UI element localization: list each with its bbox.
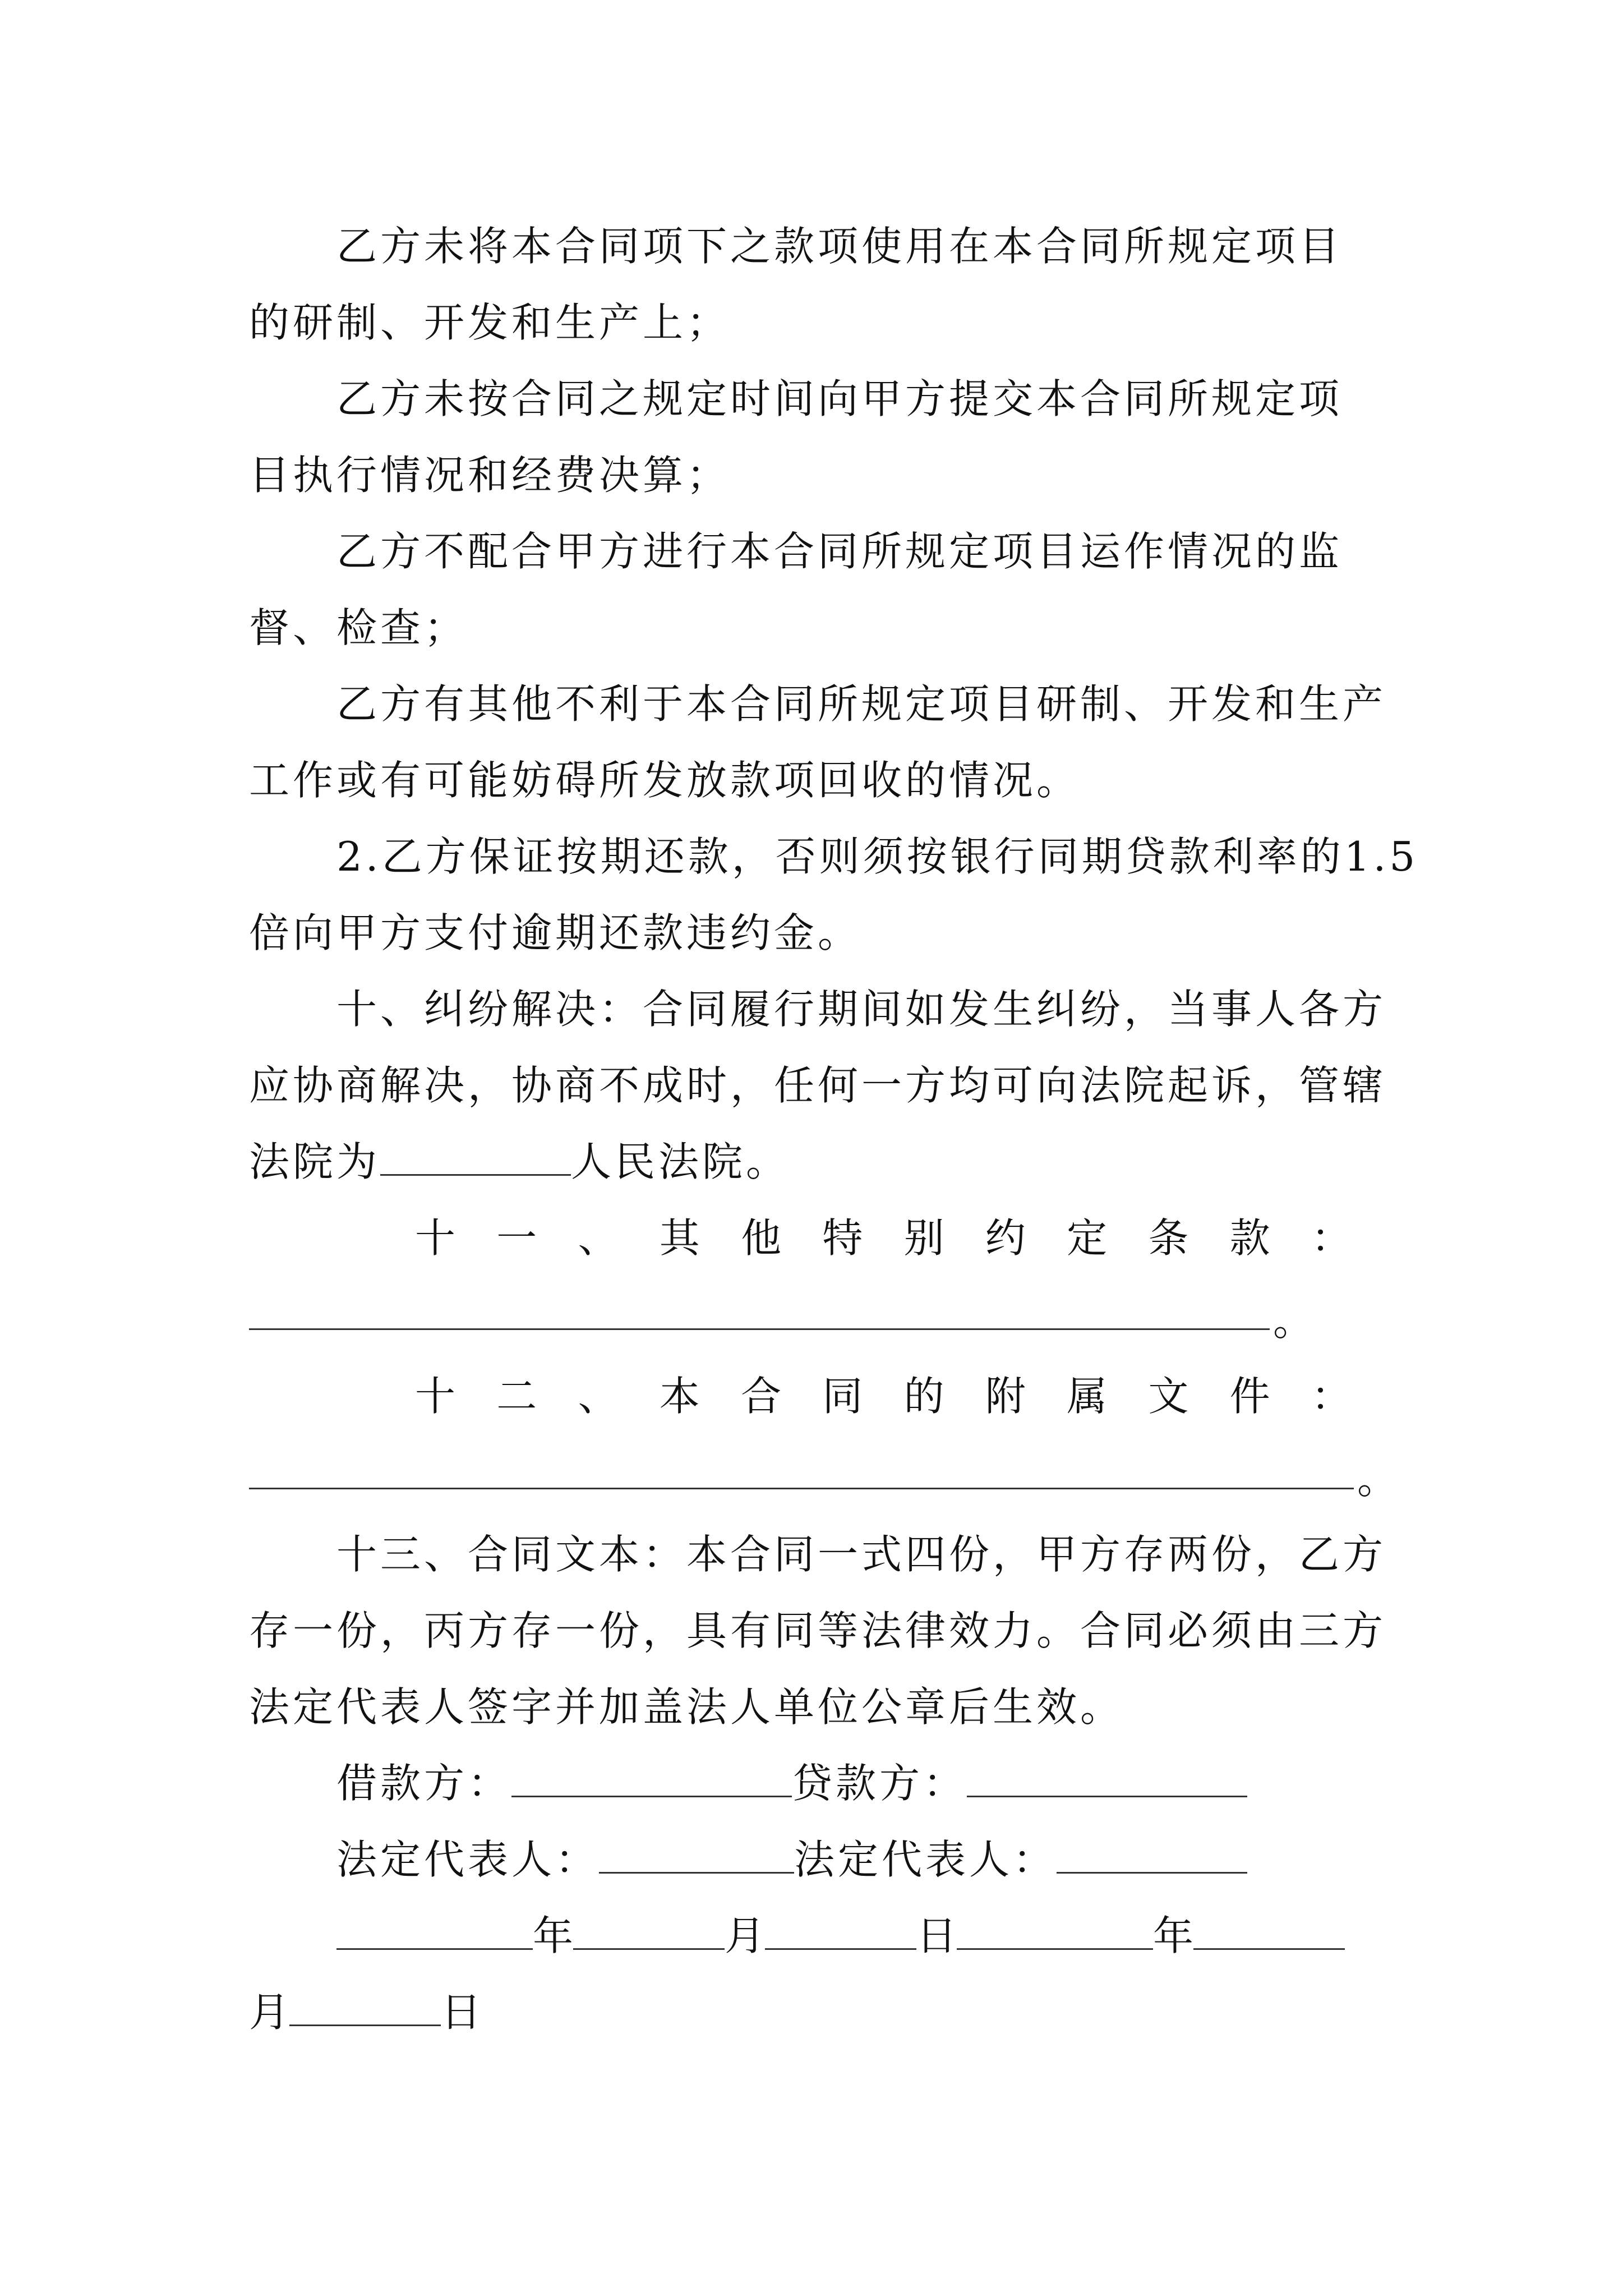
paragraph-line: 乙方有其他不利于本合同所规定项目研制、开发和生产 [336, 680, 1387, 728]
year-label: 年 [1153, 1912, 1194, 1959]
heading-char: 二 [496, 1373, 537, 1420]
attachments-blank [249, 1488, 1354, 1489]
special-terms-blank [249, 1328, 1270, 1330]
borrower-label: 借款方： [336, 1760, 512, 1807]
period: 。 [1273, 1297, 1314, 1345]
heading-char: 十 [415, 1214, 456, 1262]
heading-char: 属 [1067, 1373, 1108, 1420]
paragraph-line: 法定代表人签字并加盖法人单位公章后生效。 [249, 1683, 1124, 1731]
heading-char: 件 [1229, 1373, 1270, 1420]
heading-char: 、 [578, 1214, 619, 1262]
borrower-blank [511, 1761, 792, 1797]
heading-char: 别 [903, 1214, 944, 1262]
heading-char: 、 [578, 1373, 619, 1420]
paragraph-line: 督、检查； [249, 604, 468, 651]
paragraph-line: 存一份，丙方存一份，具有同等法律效力。合同必须由三方 [249, 1607, 1387, 1654]
year-blank [957, 1913, 1153, 1950]
month-blank [573, 1913, 725, 1950]
heading-char: 附 [985, 1373, 1026, 1420]
rep1-label: 法定代表人： [336, 1836, 600, 1883]
heading-char: 约 [985, 1214, 1026, 1262]
paragraph-line: 目执行情况和经费决算； [249, 452, 731, 499]
court-blank [380, 1139, 571, 1176]
court-label: 法院为 [249, 1138, 381, 1185]
paragraph-line: 工作或有可能妨碍所发放款项回收的情况。 [249, 757, 1081, 804]
day-label: 日 [441, 1989, 482, 2036]
paragraph-line: 十、纠纷解决：合同履行期间如发生纠纷，当事人各方 [336, 986, 1387, 1033]
heading-char: 一 [496, 1214, 537, 1262]
paragraph-line: 应协商解决，协商不成时，任何一方均可向法院起诉，管辖 [249, 1062, 1387, 1109]
clause-twelve-heading [415, 1371, 1352, 1421]
date-line [336, 1911, 1345, 1961]
heading-char: 特 [822, 1214, 863, 1262]
month-blank [1193, 1913, 1345, 1950]
day-label: 日 [916, 1912, 957, 1959]
heading-char: 其 [659, 1214, 700, 1262]
paragraph-line: 乙方不配合甲方进行本合同所规定项目运作情况的监 [336, 528, 1343, 575]
lender-label: 贷款方： [792, 1760, 967, 1807]
paragraph-line: 倍向甲方支付逾期还款违约金。 [249, 909, 862, 956]
heading-char: 十 [415, 1373, 456, 1420]
signature-line-parties [336, 1758, 1247, 1809]
paragraph-line: 2.乙方保证按期还款，否则须按银行同期贷款利率的1.5 [336, 833, 1419, 880]
heading-char: 本 [659, 1373, 700, 1420]
heading-char: 款 [1229, 1214, 1270, 1262]
clause-eleven-heading [415, 1213, 1352, 1263]
court-suffix: 人民法院。 [571, 1138, 790, 1185]
paragraph-line: 乙方未按合同之规定时间向甲方提交本合同所规定项 [336, 375, 1343, 422]
day-blank [289, 1990, 441, 2026]
month-label: 月 [249, 1989, 290, 2036]
paragraph-line: 的研制、开发和生产上； [249, 299, 731, 346]
paragraph-line: 十三、合同文本：本合同一式四份，甲方存两份，乙方 [336, 1531, 1387, 1578]
heading-char: ： [1311, 1373, 1352, 1420]
heading-char: 文 [1148, 1373, 1189, 1420]
signature-line-representatives [336, 1834, 1247, 1885]
lender-blank [967, 1761, 1247, 1797]
heading-char: 合 [741, 1373, 782, 1420]
heading-char: ： [1311, 1214, 1352, 1262]
year-label: 年 [533, 1912, 574, 1959]
rep2-blank [1057, 1837, 1247, 1874]
day-blank [765, 1913, 916, 1950]
heading-char: 同 [822, 1373, 863, 1420]
heading-char: 的 [903, 1373, 944, 1420]
rep2-label: 法定代表人： [794, 1836, 1057, 1883]
paragraph-line: 乙方未将本合同项下之款项使用在本合同所规定项目 [336, 223, 1343, 270]
month-label: 月 [725, 1912, 766, 1959]
heading-char: 条 [1148, 1214, 1189, 1262]
period: 。 [1357, 1456, 1398, 1503]
year-blank [336, 1913, 533, 1950]
paragraph-line [249, 1137, 790, 1187]
heading-char: 定 [1067, 1214, 1108, 1262]
heading-char: 他 [741, 1214, 782, 1262]
rep1-blank [599, 1837, 794, 1874]
date-line-continued [249, 1987, 481, 2037]
